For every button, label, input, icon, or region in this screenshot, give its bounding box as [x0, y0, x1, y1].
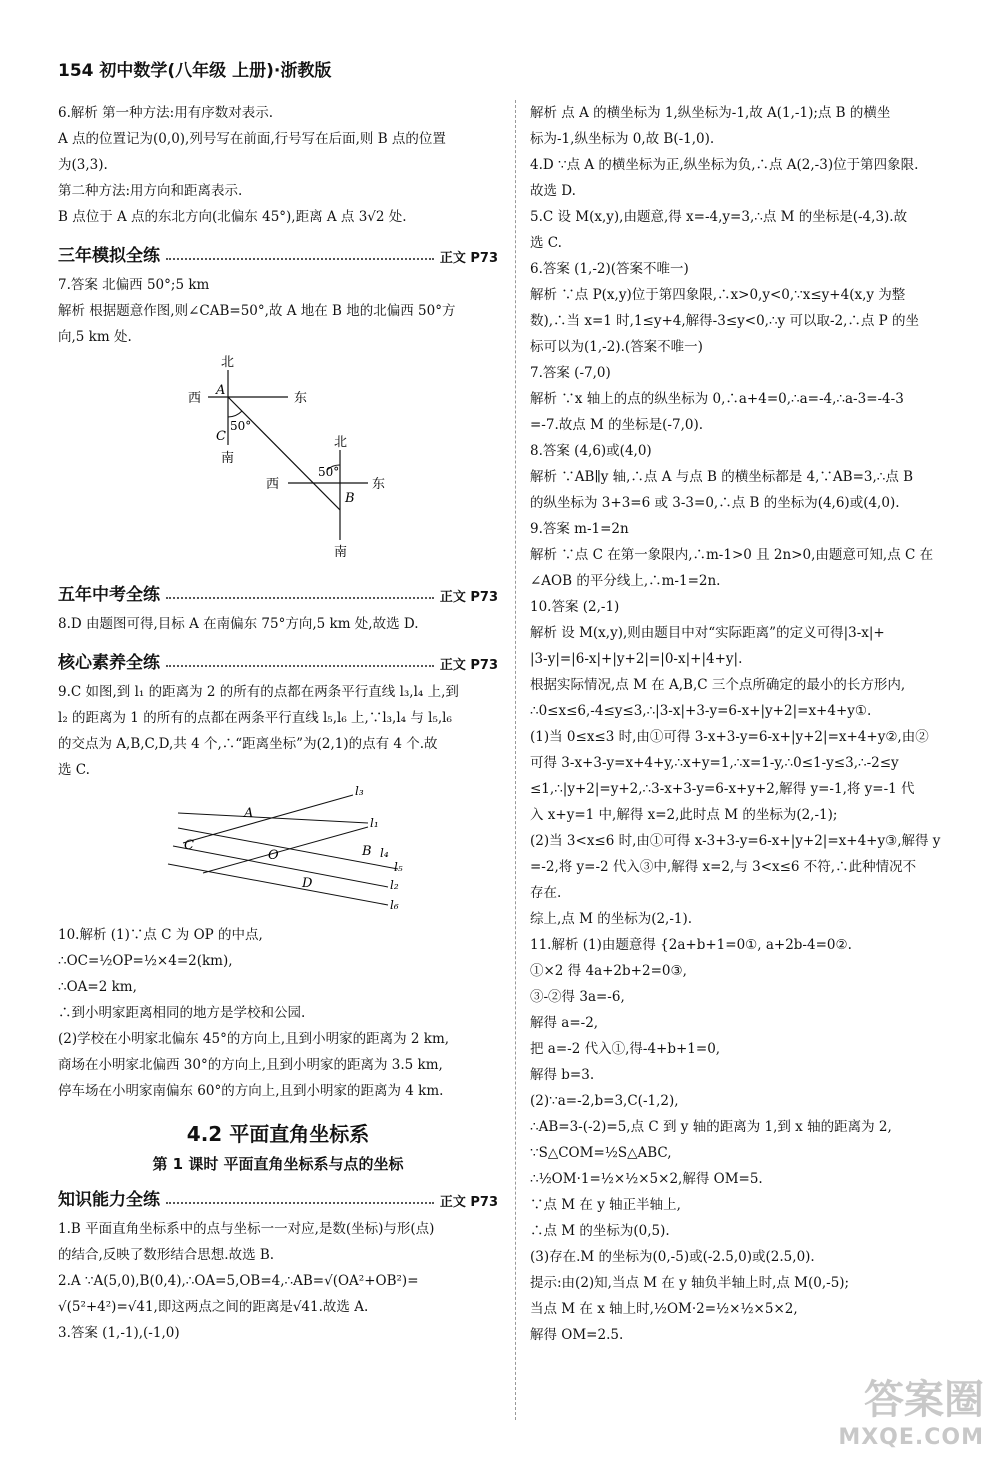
q11-block — [530, 932, 975, 1348]
q11-line: 解得 OM=2.5. — [530, 1327, 624, 1343]
q11-line: 解得 b=3. — [530, 1067, 595, 1083]
parallel-lines-figure — [58, 783, 498, 918]
column-divider — [515, 100, 516, 1420]
q10-block — [530, 594, 975, 932]
q6-line: 第二种方法:用方向和距离表示. — [58, 183, 243, 199]
q6-line: 6.解析 第一种方法:用有序数对表示. — [58, 105, 274, 121]
q10-line: 解析 设 M(x,y),则由题目中对“实际距离”的定义可得|3-x|+ — [530, 625, 885, 641]
label-west-b: 西 — [266, 477, 280, 492]
q11-line: 解得 a=-2, — [530, 1015, 599, 1031]
q9-block — [530, 516, 975, 594]
label-north-b: 北 — [334, 435, 348, 450]
line-l3 — [183, 795, 353, 843]
q9-line: ∠AOB 的平分线上,∴m-1=2n. — [530, 573, 721, 589]
section-title: 知识能力全练 — [58, 1190, 160, 1210]
q10-line: |3-y|=|6-x|+|y+2|=|0-x|+|4+y|. — [530, 651, 743, 667]
q3-line: 解析 点 A 的横坐标为 1,纵坐标为-1,故 A(1,-1);点 B 的横坐 — [530, 105, 891, 121]
q10-line: (1)当 0≤x≤3 时,由①可得 3-x+3-y=6-x+|y+2|=x+4+y②,由② — [530, 729, 929, 745]
q7-block — [58, 272, 498, 350]
q2-block — [58, 1268, 498, 1320]
q1-line: 的结合,反映了数形结合思想.故选 B. — [58, 1247, 275, 1263]
label-l1: l₁ — [370, 816, 379, 830]
q8-line: 解析 ∵AB∥y 轴,∴点 A 与点 B 的横坐标都是 4,∵AB=3,∴点 B — [530, 469, 914, 485]
q7-line: 解析 ∵x 轴上的点的纵坐标为 0,∴a+4=0,∴a=-4,∴a-3=-4-3 — [530, 391, 904, 407]
section-header-4 — [58, 1182, 498, 1210]
q9-line: 9.答案 m-1=2n — [530, 521, 629, 537]
q8-line: 8.答案 (4,6)或(4,0) — [530, 443, 652, 459]
section-ref: 正文 P73 — [439, 590, 498, 605]
q6-line: B 点位于 A 点的东北方向(北偏东 45°),距离 A 点 3√2 处. — [58, 209, 407, 225]
q10-line: (2)学校在小明家北偏东 45°的方向上,且到小明家的距离为 2 km, — [58, 1031, 450, 1047]
q10-line: ∴OC=½OP=½×4=2(km), — [58, 953, 233, 969]
q3-cont-block — [530, 100, 975, 152]
label-angle-a: 50° — [230, 419, 252, 433]
q10-line: 可得 3-x+3-y=x+4+y,∴x+y=1,∴x=1-y,∴0≤1-y≤3,∴-2≤y — [530, 755, 899, 771]
watermark-logo-text: 答案圈 — [864, 1377, 984, 1423]
q10-line: ∴0≤x≤6,-4≤y≤3,∴|3-x|+3-y=6-x+|y+2|=x+4+y①. — [530, 703, 872, 719]
q11-line: ∴AB=3-(-2)=5,点 C 到 y 轴的距离为 1,到 x 轴的距离为 2, — [530, 1119, 892, 1135]
label-point-d: D — [302, 876, 313, 891]
label-point-o: O — [268, 848, 279, 863]
q10-line: 停车场在小明家南偏东 60°的方向上,且到小明家的距离为 4 km. — [58, 1083, 444, 1099]
q10-line: ∴到小明家距离相同的地方是学校和公园. — [58, 1005, 306, 1021]
q11-line: ③-②得 3a=-6, — [530, 989, 625, 1005]
section-header-2 — [58, 577, 498, 605]
label-east-a: 东 — [294, 391, 308, 406]
angle-arc-a — [228, 411, 242, 417]
section-header-1 — [58, 238, 498, 266]
q5-line: 选 C. — [530, 235, 562, 251]
line-l6 — [168, 864, 388, 905]
label-point-c: C — [216, 429, 226, 444]
label-point-a: A — [216, 383, 226, 398]
watermark-url: MXQE.COM — [838, 1425, 984, 1450]
label-l5: l₅ — [394, 860, 403, 874]
watermark — [838, 1368, 984, 1450]
q9-line: 的交点为 A,B,C,D,共 4 个,∴“距离坐标”为(2,1)的点有 4 个.故 — [58, 736, 438, 752]
q11-line: ∵S△COM=½S△ABC, — [530, 1145, 672, 1161]
label-l6: l₆ — [390, 898, 399, 912]
q11-line: 提示:由(2)知,当点 M 在 y 轴负半轴上时,点 M(0,-5); — [530, 1275, 850, 1291]
label-point-c: C — [184, 838, 194, 853]
q5-line: 5.C 设 M(x,y),由题意,得 x=-4,y=3,∴点 M 的坐标是(-4,3).故 — [530, 209, 908, 225]
q1-block — [58, 1216, 498, 1268]
label-west-a: 西 — [188, 391, 202, 406]
label-point-b: B — [345, 491, 355, 506]
label-east-b: 东 — [372, 477, 386, 492]
q7-line: 解析 根据题意作图,则∠CAB=50°,故 A 地在 B 地的北偏西 50°方 — [58, 303, 456, 319]
section-title: 五年中考全练 — [58, 585, 160, 605]
section-ref: 正文 P73 — [439, 251, 498, 266]
q10-line: 10.解析 (1)∵点 C 为 OP 的中点, — [58, 927, 263, 943]
label-north-a: 北 — [221, 355, 235, 370]
section-ref: 正文 P73 — [439, 1195, 498, 1210]
dotted-leader — [166, 597, 434, 599]
q9-line: 解析 ∵点 C 在第一象限内,∴m-1>0 且 2n>0,由题意可知,点 C 在 — [530, 547, 934, 563]
section-4-2-title: 4.2 平面直角坐标系 — [186, 1122, 370, 1146]
q6-line: 为(3,3). — [58, 157, 108, 173]
page-header: 154 初中数学(八年级 上册)·浙教版 — [58, 61, 332, 81]
q8-line: 的纵坐标为 3+3=6 或 3-3=0,∴点 B 的坐标为(4,6)或(4,0). — [530, 495, 900, 511]
label-angle-b: 50° — [318, 465, 340, 479]
label-point-a: A — [244, 806, 254, 821]
q10-line: 入 x+y=1 中,解得 x=2,此时点 M 的坐标为(2,-1); — [530, 807, 838, 823]
q7-line: =-7.故点 M 的坐标是(-7,0). — [530, 417, 704, 433]
dotted-leader — [166, 258, 434, 260]
q7-block — [530, 360, 975, 438]
q7-line: 7.答案 (-7,0) — [530, 365, 611, 381]
q11-line: (2)∵a=-2,b=3,C(-1,2), — [530, 1093, 679, 1109]
label-l2: l₂ — [390, 878, 399, 892]
line-l2 — [173, 846, 388, 887]
q4-line: 4.D ∵点 A 的横坐标为正,纵坐标为负,∴点 A(2,-3)位于第四象限. — [530, 157, 919, 173]
q10-line: ≤1,∴|y+2|=y+2,∴3-x+3-y=6-x+y+2,解得 y=-1,将 y=-1 代 — [530, 781, 915, 797]
q5-block — [530, 204, 975, 256]
direction-figure — [58, 350, 498, 565]
q6-line: 6.答案 (1,-2)(答案不唯一) — [530, 261, 689, 277]
q10-block — [58, 922, 498, 1104]
label-point-b: B — [362, 844, 372, 859]
q10-line: 综上,点 M 的坐标为(2,-1). — [530, 911, 693, 927]
section-header-3 — [58, 645, 498, 673]
lesson-title: 第 1 课时 平面直角坐标系与点的坐标 — [152, 1155, 404, 1173]
right-column — [530, 100, 975, 1348]
q6-line: 解析 ∵点 P(x,y)位于第四象限,∴x>0,y<0,∵x≤y+4(x,y 为整 — [530, 287, 906, 303]
q11-line: ∴½OM·1=½×½×5×2,解得 OM=5. — [530, 1171, 763, 1187]
q10-line: 根据实际情况,点 M 在 A,B,C 三个点所确定的最小的长方形内, — [530, 677, 906, 693]
label-south-b: 南 — [334, 545, 348, 560]
q1-line: 1.B 平面直角坐标系中的点与坐标一一对应,是数(坐标)与形(点) — [58, 1221, 435, 1237]
q9-line: 9.C 如图,到 l₁ 的距离为 2 的所有的点都在两条平行直线 l₃,l₄ 上,到 — [58, 684, 459, 700]
q6-line: 数),∴当 x=1 时,1≤y+4,解得-3≤y<0,∴y 可以取-2,∴点 P 的坐 — [530, 313, 920, 329]
label-l3: l₃ — [355, 784, 364, 798]
q2-line: √(5²+4²)=√41,即这两点之间的距离是√41.故选 A. — [58, 1299, 369, 1315]
q10-line: 10.答案 (2,-1) — [530, 599, 620, 615]
q4-block — [530, 152, 975, 204]
q7-line: 向,5 km 处. — [58, 329, 132, 345]
q11-line: 当点 M 在 x 轴上时,½OM·2=½×½×5×2, — [530, 1301, 798, 1317]
q2-line: 2.A ∵A(5,0),B(0,4),∴OA=5,OB=4,∴AB=√(OA²+OB²)= — [58, 1273, 419, 1289]
line-l4 — [203, 827, 368, 873]
q4-line: 故选 D. — [530, 183, 576, 199]
q6-line: 标可以为(1,-2).(答案不唯一) — [530, 339, 703, 355]
q6-block — [530, 256, 975, 360]
q11-line: ∴点 M 的坐标为(0,5). — [530, 1223, 670, 1239]
q3-line: 3.答案 (1,-1),(-1,0) — [58, 1325, 180, 1341]
label-south-a: 南 — [221, 451, 235, 466]
dotted-leader — [166, 1202, 434, 1204]
left-column — [58, 100, 498, 1346]
line-l1 — [178, 813, 368, 823]
q8-line: 8.D 由题图可得,目标 A 在南偏东 75°方向,5 km 处,故选 D. — [58, 616, 419, 632]
q8-block — [530, 438, 975, 516]
q10-line: (2)当 3<x≤6 时,由①可得 x-3+3-y=6-x+|y+2|=x+4+y③,解得 y — [530, 833, 941, 849]
q3-line: 标为-1,纵坐标为 0,故 B(-1,0). — [530, 131, 715, 147]
q9-line: 选 C. — [58, 762, 90, 778]
label-l4: l₄ — [380, 846, 389, 860]
q11-line: 把 a=-2 代入①,得-4+b+1=0, — [530, 1041, 721, 1057]
q11-line: (3)存在.M 的坐标为(0,-5)或(-2.5,0)或(2.5,0). — [530, 1249, 815, 1265]
q7-line: 7.答案 北偏西 50°;5 km — [58, 277, 210, 293]
q6-block — [58, 100, 498, 230]
q9-block — [58, 679, 498, 783]
q11-line: 11.解析 (1)由题意得 {2a+b+1=0①, a+2b-4=0②. — [530, 937, 852, 953]
q10-line: 商场在小明家北偏西 30°的方向上,且到小明家的距离为 3.5 km, — [58, 1057, 443, 1073]
section-title: 三年模拟全练 — [58, 246, 160, 266]
q10-line: 存在. — [530, 885, 562, 901]
q6-line: A 点的位置记为(0,0),列号写在前面,行号写在后面,则 B 点的位置 — [58, 131, 446, 147]
q10-line: ∴OA=2 km, — [58, 979, 137, 995]
dotted-leader — [166, 665, 434, 667]
section-ref: 正文 P73 — [439, 658, 498, 673]
q11-line: ∵点 M 在 y 轴正半轴上, — [530, 1197, 681, 1213]
q9-line: l₂ 的距离为 1 的所有的点都在两条平行直线 l₅,l₆ 上,∵l₃,l₄ 与 l₅,l₆ — [58, 710, 452, 726]
q11-line: ①×2 得 4a+2b+2=0③, — [530, 963, 687, 979]
q10-line: =-2,将 y=-2 代入③中,解得 x=2,与 3<x≤6 不符,∴此种情况不 — [530, 859, 917, 875]
segment-ab — [228, 397, 340, 510]
section-title: 核心素养全练 — [58, 653, 160, 673]
